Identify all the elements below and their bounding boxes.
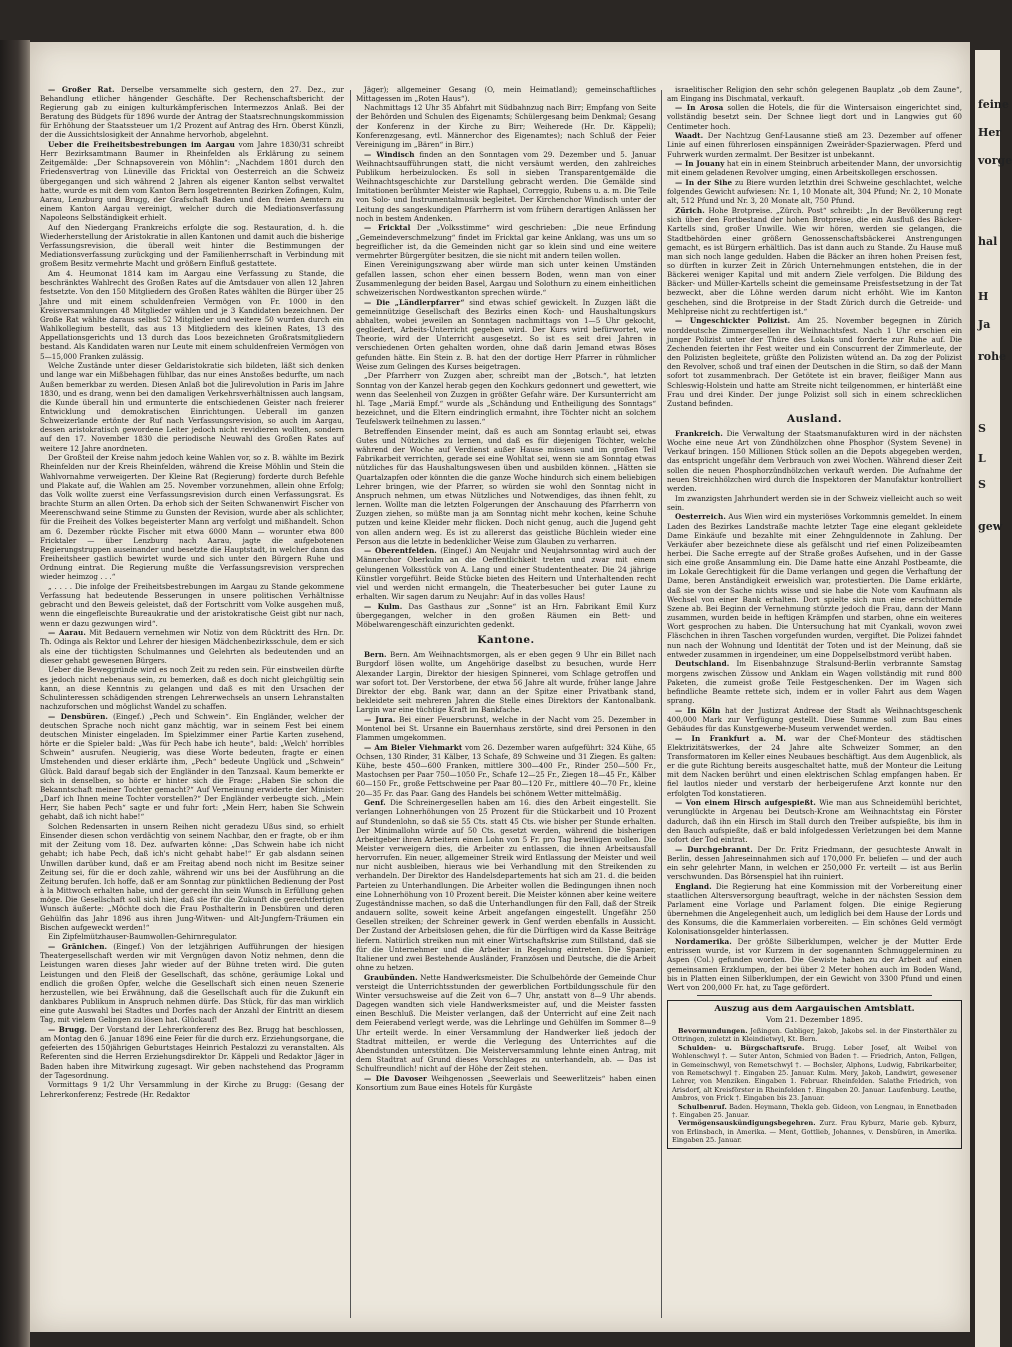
article-paragraph xyxy=(356,1074,656,1092)
article-heading: Waadt. xyxy=(675,131,704,141)
article-heading: — Die „Ländlerpfarrer“ xyxy=(364,297,465,307)
article-paragraph xyxy=(356,371,656,426)
column-2 xyxy=(356,84,656,1324)
amtsblatt-entry xyxy=(672,1119,957,1144)
article-heading: Genf. xyxy=(364,798,386,808)
article-heading: — Aarau. xyxy=(48,628,86,638)
article-heading: — Gränichen. xyxy=(48,942,108,952)
article-paragraph xyxy=(40,453,344,581)
article-text: Auf den Niedergang Frankreichs erfolgte die sog. Restauration, d. h. die Wiederherstellung der Aristokratie in allen Kantonen und damit auch die bisherige Verfassungsrevision, die überall weit hinter die Bestimmungen der Mediationsverfassung zurückging und der Familienherrschaft in Verbindung mit großem Besitz vermehrte Macht und größern Einfluß gestattete. xyxy=(40,222,344,269)
article-paragraph xyxy=(356,798,656,972)
article-text: (Eingef.) Am Neujahr und Neujahrsonntag wird auch der Männerchor Oberkulm an die Oeffentlichkeit treten und zwar mit einem gelungenen Volksstück von A. Lang und einer Studententheater. Die 24 jährige Künstler vorgeführt. Beide Stücke bieten des Heitern und Unterhaltenden recht viel und werden nicht ermangeln, die Theaterbesucher bei guter Laune zu erhalten. Wir sagen darum zu Neujahr: Auf in das volles Haus! xyxy=(356,546,656,602)
article-text: hat ein in einem Steinbruch arbeitender Mann, der unvorsichtig mit einem geladenen Revolver umging, einen Arbeitskollegen erschossen. xyxy=(667,159,962,178)
article-paragraph xyxy=(667,882,962,937)
article-paragraph xyxy=(40,85,344,140)
article-heading: — Durchgebrannt. xyxy=(675,844,753,854)
article-heading: Graubünden. xyxy=(364,972,418,982)
article-text: finden an den Sonntagen vom 29. Dezember und 5. Januar Weihnachtsaufführungen statt, die nicht versäumt werden, den zahlreiches Publikum herbeizulocken. Es soll in sieben Transparentgemälde die Weihnachtsgeschichte zur Darstellung gebracht werden. Die Gemälde sind Imitationen berühmter Meister wie Raphael, Correggio, Rubens u. a. m. Die Teile von Solo- und Instrumentalmusik begleitet. Der Kirchenchor Windisch unter der Leitung des sangeskundigen Pfarrherrn ist vom frühern derartigen Anlässen her noch in bestem Andenken. xyxy=(356,149,656,223)
article-text: Ein Zipfelmützhauser-Baumwollen-Gehirnregulator. xyxy=(48,932,238,942)
article-paragraph xyxy=(356,260,656,297)
article-paragraph xyxy=(356,427,656,546)
article-heading: — Brugg. xyxy=(48,1024,88,1034)
adjacent-page-fragment: hal xyxy=(978,235,998,248)
article-text: Der Vorstand der Lehrerkonferenz des Bez. Brugg hat beschlossen, am Montag den 6. Januar 1896 eine Feier für die durch erz. Erziehungsorgane, die gefeierten des 150jährigen Geburtstages Heinrich Pestalozzi zu veranstalten. Als Referenten sind die Herren Erziehungsdirektor Dr. Käppeli und Redaktor Jäger in Baden haben ihre Mitwirkung zugesagt. Wir geben nachstehend das Programm der Tagesordnung. xyxy=(40,1024,344,1080)
article-paragraph xyxy=(667,798,962,844)
article-heading: — Ungeschickter Polizist. xyxy=(675,316,791,326)
article-heading: — In Köln xyxy=(675,705,721,715)
article-paragraph xyxy=(667,494,962,512)
adjacent-page-edge xyxy=(975,50,1012,1347)
amtsblatt-entry xyxy=(672,1027,957,1044)
article-paragraph xyxy=(40,822,344,932)
article-text: hat der Justizrat Andreae der Stadt als Weihnachtsgeschenk 400,000 Mark zur Verfügung gestellt. Diese Summe soll zum Bau eines Gebäudes für das Kunstgewerbe-Museum verwendet werden. xyxy=(667,705,962,733)
article-paragraph xyxy=(40,223,344,269)
column-rule xyxy=(661,90,662,1318)
article-text: (Eingef.) „Pech und Schwein“. Ein Engländer, welcher der deutschen Sprache noch nicht ganz mächtig, war in seinem Fest bei einem deutschen Minister eingeladen. Im Spielzimmer einer Partie Karten zusehend, hörte er die Spieler bald: „Was für Pech habe ich heute“, bald: „Welch' horribles Schwein“ ausrufen. Neugierig, was diese Worte bedeuten, fragte er einen Umstehenden und dieser erklärte ihm, „Pech“ bedeute Unglück und „Schwein“ Glück. Bald darauf begab sich der Engländer in den Tanzsaal. Kaum bemerkte er sich in denselben, so hörte er hinter sich die Frage: „Haben Sie schon die Bekanntschaft meiner Tochter gemacht?“ Auf Verneinung erwiderte der Minister: „Darf ich Ihnen meine Tochter vorstellen?“ Der Engländer verbeugte sich. „Mein Herr, Sie haben Pech“ sagte er und fuhr fort: „Mein Herr, haben Sie Schwein gehabt, daß ich nicht habe!“ xyxy=(40,711,344,822)
article-paragraph xyxy=(356,973,656,1074)
article-text: Im zwanzigsten Jahrhundert werden sie in der Schweiz vielleicht auch so weit sein. xyxy=(667,493,962,512)
article-text: Am 25. November begegnen in Zürich norddeutsche Zimmergesellen ihr Weihnachtsfest. Nach 1 Uhr erschien ein junger Polizist unter der Thüre des Lokals und forderte zur Ruhe auf. Die Zechenden feierten ihr Fest weiter und ein Conscurrent der Zimmerleute, der den Polizisten begleitete, grüßte den Polizisten wütend an. Da zog der Polizist den Revolver, schoß und traf einen der Deutschen in die Stirn, so daß der Mann sofort tot zusammenbrach. Der Getötete ist ein braver, fleißiger Mann aus Schleswig-Holstein und hatte am Streite nicht teilgenommen, er hinterläßt eine Frau und drei Kinder. Der junge Polizist soll sich in einem schrecklichen Zustand befinden. xyxy=(667,316,962,408)
amtsblatt-entry-heading: Schulden- u. Bürgschaftsrufe. xyxy=(678,1043,805,1052)
amtsblatt-entry xyxy=(672,1044,957,1103)
article-text: Hohe Brotpreise. „Zürch. Post“ schreibt: „In der Bevölkerung regt sich über den Fortbestand der hohen Brotpreise, die ein Ausfluß des Bäcker-Kartells sind, großer Unwille. Wie wir hören, werden sie gelangen, die Stadtbehörden einer größern Genossenschaftsbäckerei Anstrengungen gemacht, es ist Bürgern erhältlich. Das ist dann auch zu Stande. Zu Hause muß man sich noch lange gedulden. Haben die Bäcker an ihren hohen Preisen fest, so dürften in kurzer Zeit in Zürich Unternehmungen entstehen, die in der Bäckerei weniger Kapital und mit andern Ziele verfolgen. Die Bildung des Bäcker- und Müller-Kartells scheint die gemeinsame Preisfestsetzung in der Tat bezweckt, aber die Löhne werden darum nicht erhöht. Wie im Kanton geschehen, sind die Brotpreise in der Stadt Zürich durch die Getreide- und Mehlpreise nicht zu rechtfertigen ist.“ xyxy=(667,206,962,316)
article-text: Vormittags 9 1/2 Uhr Versammlung in der Kirche zu Brugg: (Gesang der Lehrerkonferenz; Festrede (Hr. Redaktor xyxy=(40,1080,344,1099)
amtsblatt-entry-text: Brugg. Leber Josef, alt Weibel von Wohlenschwyl †. — Suter Anton, Schmied von Baden †. — Friedrich, Anton, Fellgen, in Gemeinschwyl, von Remetschwyl †. — Bochsler, Alphons, Ludwig, Fabrikarbeiter, von Remetschwyl †. Eingaben 25. Januar. Kulm. Mery, Jakob, Landwirt, gewesener Lehrer, von Menziken. Eingaben 1. Februar. Rheinfelden. Salathe Friedrich, von Arisdorf, alt Kreisförster in Rheinfelden †. Eingaben 20. Januar. Laufenburg. Leuthe, Ambros, von Frick †. Eingaben bis 23. Januar. xyxy=(672,1043,957,1103)
article-text: vom Jahre 1830/31 schreibt Herr Bezirksamtmann Baumer in Rheinfelden als Erklärung zu seinem Zeitgemälde: „Der Schnapsoverein von Möhlin“: „Nachdem 1801 durch den Friedensvertrag von Lüneville das Fricktal von Oesterreich an die Schweiz übergegangen und sich während 2 Jahren als eigener Kanton selbst verwaltet hatte, wurde es mit dem vom Kanton Bern losgetrennten Bezirken Zofingen, Kulm, Aarau, Lenzburg und Brugg, der Grafschaft Baden und den freien Aemtern zu einem Kanton Aargau vereinigt, welcher durch die Mediationsverfassung Napoleons Selbständigkeit erhielt. xyxy=(40,139,344,223)
amtsblatt-entry-text: Baden. Heymann, Thekla geb. Gideon, von Lengnau, in Ennetbaden †. Eingaben 25. Januar. xyxy=(672,1102,957,1120)
article-text: Der Dr. Fritz Friedmann, der gesuchteste Anwalt in Berlin, dessen Jahreseinnahmen sich auf 170,000 Fr. beliefen — und der auch ein sehr gelehrter Mann, in welchen er 250,000 Fr. verteilt — ist aus Berlin verschwunden. Das Börsenspiel hat ihn ruiniert. xyxy=(667,844,962,881)
amtsblatt-entry-heading: Schulbenruf. xyxy=(678,1102,727,1111)
article-text: Nachmittags 12 Uhr 35 Abfahrt mit Südbahnzug nach Birr; Empfang von Seite der Behörden und Schulen des Eigenamts; Schülergesang beim Denkmal; Gesang der Konferenz in der Kirche zu Birr; Weiherede (Hr. Dr. Käppeli); Konferenzgesang, evtl. Männerchor des Eigenamtes); nach Schluß der Feier Vereinigung im „Bären“ in Birr.) xyxy=(356,103,656,149)
article-heading: — Großer Rat. xyxy=(48,84,115,94)
article-paragraph xyxy=(356,743,656,798)
article-paragraph xyxy=(356,546,656,601)
article-text: Betreffenden Einsender meint, daß es auch am Sonntag erlaubt sei, etwas Gutes und Nützliches zu lernen, und daß es für diejenigen Töchter, welche während der Woche auf Verdienst außer Hause müssen und im großen Teil Fabrikarbeit verrichten, gerade sei eine Wohltat sei, wenn sie am Sonntag etwas nützliches für das Haushaltungswesen üben und ausbilden können. „Hätten sie Quartalzapfen oder könnten die die ganze Woche hindurch sich einem beliebigen Lehrer bringen, wie der Pfarrer, so würden sie wohl den Sonntag nicht in Anspruch nehmen, um etwas Nützliches und Notwendiges, das ihnen fehlt, zu lernen. Wollte man die letzten Folgerungen der Anschauung des Pfarrherrn von Zuzgen ziehen, so müßte man ja am Sonntag nicht mehr kochen, keine Schuhe putzen und keine Kleider mehr flicken. Doch nicht genug, auch die Jugend geht von allen andern weg. Es ist zu allererst das geistliche Büchlein wieder eine Person aus die letzte in bedenklicher Weise zum Glauben zu verharren. xyxy=(356,426,656,546)
book-binding xyxy=(0,40,30,1347)
article-text: Derselbe versammelte sich gestern, den 27. Dez., zur Behandlung etlicher hängender Geschäfte. Der Rechenschaftsbericht der Regierung gab zu einigen kulturkämpferischen Intermezzos Anlaß. Bei der Beratung des Büdgets für 1896 wurde der Antrag der Staatsrechnungskommission für Erhöhung der Staatssteuer um 1/2 Prozent auf Antrag des Hrn. Oberst Künzli, der die Aussichtslosigkeit der Annahme hervorhob, abgelehnt. xyxy=(40,84,344,140)
article-text: Aus Wien wird ein mysteriöses Vorkommnis gemeldet. In einem Laden des Bezirkes Landstraße machte letzter Tage eine elegant gekleidete Dame Einkäufe und bezahlte mit einer Zehnguldennote in Zahlung. Der Verkäufer aber bezeichnete diese als gefälscht und rief einen Polizeibeamten herbei. Die Sache erregte auf der Straße großes Aufsehen, und in der Gasse sich eine große Ansammlung ein. Die Dame hatte eine Anzahl Postbeamte, die im Lokale Gerechtigkeit für die Dame verlangen und gegen die Verhaftung der Dame, beren Anständigkeit erweislich war, protestierten. Die Dame erklärte, daß sie von der Sache nichts wisse und sie habe die Note vom Kaufmann als Wechsel von einer Bank erhalten. Dort spielte sich nun eine erschütternde Szene ab. Bei Beginn der Vernehmung stürzte jedoch die Frau, dann der Mann zusammen, wurden beide in heftigen Krämpfen und starben, ohne ein weiteres Wort gesprochen zu haben. Die Untersuchung hat mit Cyankali, wovon zwei Fläschchen in ihren Taschen vorgefunden wurden, vergiftet. Die Polizei fahndet nun nach der Wohnung und Identität der Toten und ist der Meinung, daß sie entweder zusammen in irgendeiner, um eine Doppelselbstmord verübt haben. xyxy=(667,512,962,659)
article-heading: — Von einem Hirsch aufgespießt. xyxy=(675,798,817,808)
article-heading: — Am Bieler Viehmarkt xyxy=(364,742,463,752)
article-heading: — Jura. xyxy=(364,714,396,724)
column-rule xyxy=(350,90,351,1318)
adjacent-page-fragment: H xyxy=(978,290,989,303)
adjacent-page-fragment: rohe xyxy=(978,350,1007,363)
article-heading: — Fricktal xyxy=(364,223,411,233)
article-paragraph xyxy=(667,206,962,316)
article-text: war der Chef-Monteur des städtischen Elektrizitätswerkes, der 24 Jahre alte Schweizer Sommer, an den Transformatoren im Keller eines Neubaues beschäftigt. Aus dem Augenblick, als er die gute Richtung bereits ausgeschaltet hatte, muß der Monteur die Leitung mit dem Nacken berührt und einen elektrischen Schlag empfangen haben. Er fiel lautlos nieder und verstarb der herbeigerufene Arzt konnte nur den erfolgten Tod konstatieren. xyxy=(667,733,962,798)
article-paragraph xyxy=(356,715,656,742)
article-heading: Oesterreich. xyxy=(675,512,726,522)
article-paragraph xyxy=(40,942,344,1024)
article-text: Solchen Redensarten in unsern Reihen nicht geradezu Ußus sind, so erhielt Einsender diesen schon verdächtig von seinem Nachbar, den er fragte, ob er ihm mit der Zeitung vom 18. Dez. aufwarten könne: „Das Schwein habe ich nicht gehabt; ich habe Pech, daß ich's nicht gehabt habe!“ Er gab alsdann seinen Unwillen darüber kund, daß er am Freitag abend noch nicht im Besitze seiner Zeitung sei, für die er doch zahle, während wir uns bei der Ausführung an die Zeitung berufen. Ich hoffe, daß er am Sonntag zur pünktlichen Bedienung der Post à la Mittwoch erhalten habe, und der gerecht ihn sein Wunsch in Erfüllung gehen möge. Die Gesellschaft soll sich hier, daß sie für die Zukunft die gerechtfertigten Wunsch äußerte: „Möchte doch die Frau Posthalterin in Densbüren und deren Gehülfin das Jahr 1896 aus ihren Jung-Witwen- und Alt-Jungfern-Träumen ein Bischen aufgeweckt werden!“ xyxy=(40,822,344,932)
article-heading: — Kulm. xyxy=(364,601,403,611)
article-paragraph xyxy=(40,628,344,665)
article-text: Das Gasthaus zur „Sonne“ ist an Hrn. Fabrikant Emil Kurz übergegangen, welcher in den großen Räumen ein Bett- und Möbelwarengeschäft einzurichten gedenkt. xyxy=(356,601,656,630)
article-text: „Der Pfarrherr von Zuzgen aber, schreibt man der „Botsch.“, hat letzten Sonntag von der Kanzel herab gegen den Kochkurs gedonnert und gewettert, wie wenn das Seelenheil von Zuzgen in größter Gefahr wäre. Der Kursunterricht am hl. Tage „Mariä Empf.“ wurde als „Schändung und Entheiligung des Sonntags“ bezeichnet, und die Eltern eindringlich ermahnt, ihre Töchter nicht an solchem Teufelswerk teilnehmen zu lassen.“ xyxy=(356,371,656,427)
article-paragraph xyxy=(667,659,962,705)
article-paragraph xyxy=(40,582,344,628)
article-text: Weihgenossen „Seewerlais und Seewerlitzeis“ haben einen Konsortium zum Baue eines Hotels für Kurgäste xyxy=(356,1073,656,1093)
article-paragraph xyxy=(667,512,962,659)
amtsblatt-date: Vom 21. Dezember 1895. xyxy=(766,1015,863,1024)
article-paragraph xyxy=(40,665,344,711)
article-heading: England. xyxy=(675,881,712,891)
article-text: Der größte Silberklumpen, welcher je der Mutter Erde entrissen wurde, ist vor Kurzem in der sogenannten Schmuggelerminen zu Aspen (Col.) gefunden worden. Die Gewiste haben zu der Arbeit auf einen gemeinsamen Erzklumpen, der bei über 2 Meter hohen auch im Boden Wand, bis in Platten einen Silberklumpen, der ein Gewicht von 3300 Pfund und einen Wert von 200,000 Fr. hat, zu Tage gefördert. xyxy=(667,937,962,992)
article-text: Mit Bedauern vernehmen wir Notiz von dem Rücktritt des Hrn. Dr. Th. Odinga als Rektor und Lehrer der hiesigen Mädchenbezirksschule, dem er sich als eine der tüchtigsten Schulmannes und Gelehrten als bedeutenden und an dieser gehabt gewesenen Bürgers. xyxy=(40,628,344,665)
article-paragraph xyxy=(667,103,962,130)
article-paragraph xyxy=(356,298,656,371)
article-heading: — In der Sihe xyxy=(675,178,733,188)
article-paragraph xyxy=(667,316,962,408)
article-paragraph xyxy=(667,845,962,882)
article-text: Ueber die Beweggründe wird es noch Zeit zu reden sein. Für einstweilen dürfte es jedoch nicht nebenaus sein, zu bemerken, daß es doch nicht gleichgültig sein kann, an diese Kenntnis zu gelangen und daß es mit den Ursachen der Schulinteressen schädigenden strengen Lehrerwechsels an unsern Lehranstalten nachzuforschen und möglichst Wandel zu schaffen. xyxy=(40,665,344,711)
article-paragraph xyxy=(667,131,962,158)
article-paragraph xyxy=(667,937,962,992)
adjacent-page-fragment: vorge xyxy=(978,154,1012,167)
amtsblatt-entry-text: Zurz. Frau Kyburz, Marie geb. Kyburz, von Erlinsbach, in Amerika. — Ment, Gottlieb, Johannes, v. Densbüren, in Amerika. Eingaben 25. Januar. xyxy=(672,1119,957,1145)
article-paragraph xyxy=(40,1025,344,1080)
adjacent-page-fragment: Her xyxy=(978,126,1002,139)
article-paragraph xyxy=(40,712,344,822)
article-paragraph xyxy=(667,178,962,205)
article-heading: — In Frankfurt a. M. xyxy=(675,733,787,743)
adjacent-page-fragment: L xyxy=(978,452,986,465)
article-heading: — Die Davoser xyxy=(364,1073,427,1083)
divider xyxy=(697,995,932,996)
article-heading: Nordamerika. xyxy=(675,937,732,947)
column-1 xyxy=(40,84,344,1324)
article-text: Bei einer Feuersbrunst, welche in der Nacht vom 25. Dezember in Montenol bei St. Ursanne ein Bauernhaus zerstörte, sind drei Personen in den Flammen umgekommen. xyxy=(356,714,656,743)
adjacent-page-fragment: S xyxy=(978,478,986,491)
article-heading: Frankreich. xyxy=(675,428,723,438)
article-paragraph xyxy=(667,159,962,177)
column-3 xyxy=(667,84,962,1324)
article-paragraph xyxy=(40,269,344,361)
article-heading: — Windisch xyxy=(364,149,415,159)
amtsblatt-entry-heading: Bevormundungen. xyxy=(678,1027,748,1035)
article-text: Die Verwaltung der Staatsmanufakturen wird in der nächsten Woche eine neue Art von Zündhölzchen ohne Phosphor (System Sevene) in Verkauf bringen. 150 Millionen Stück sollen an die Depots abgegeben werden, das entspricht ungefähr dem Verbrauch von zwei Wochen. Während dieser Zeit sollen die neuen Phosphorzündhölzchen verkauft werden. Die Aufnahme der neuen Streichhölzchen wird durch die Inspektoren der Manufaktur kontrolliert werden. xyxy=(667,428,962,493)
article-paragraph xyxy=(356,85,656,103)
article-paragraph xyxy=(356,103,656,149)
newspaper-page xyxy=(30,42,970,1332)
amtsblatt-entry-heading: Vermögensauskündigungsbegehren. xyxy=(678,1119,816,1128)
adjacent-page-fragment: Ja xyxy=(978,318,991,331)
article-paragraph xyxy=(667,706,962,733)
amtsblatt-title: Auszug aus dem Aargauischen Amtsblatt. xyxy=(714,1004,915,1014)
article-paragraph xyxy=(356,150,656,223)
article-text: zu Biere wurden letzthin drei Schweine geschlachtet, welche folgendes Gewicht aufwiesen: Nr. 1, 10 Monate alt, 304 Pfund; Nr. 2, 10 Monate alt, 512 Pfund und Nr. 3, 20 Monate alt, 750 Pfund. xyxy=(667,178,962,206)
article-text: Einen Vereinigungszwang aber würde man sich unter keinen Umständen gefallen lassen, schon eher einen bessern Boden, wenn man von einer Zusammenlegung der beiden Basel, Aargau und Solothurn zu einem einheitlichen schweizerischen Nordwestkanton sprechen würde.“ xyxy=(356,260,656,297)
article-paragraph xyxy=(356,223,656,260)
section-heading: Kantone. xyxy=(477,634,535,647)
article-text: Welche Zustände unter dieser Geldaristokratie sich bildeten, läßt sich denken und lange war ein Mißbehagen fühlbar, das nur eines Anstoßes bedurfte, um nach Außen bemerkbar zu werden. Diesen Anlaß bot die Julirevolution in Paris im Jahre 1830, und es drang, wenn bei den damaligen Verkehrsverhältnissen auch langsam, die Kunde überall hin und ermunterte die entschiedenen Geister nach freierer Entwicklung und demokratischen Einrichtungen. Ueberall im ganzen Schweizerlande ertönte der Ruf nach Verfassungsrevision, so auch im Aargau, dessen aristokratisch gewordene Leiter jedoch nicht revidieren wollten, sondern auf den 17. November 1830 die periodische Neuwahl des Großen Rates auf weitere 12 Jahre anordneten. xyxy=(40,361,344,453)
article-paragraph xyxy=(40,140,344,222)
article-text: Die Schreinergesellen haben am 16. dies den Arbeit eingestellt. Sie verlangen Lohnerhöhungen von 25 Prozent für die Stückarbeit und 10 Prozent auf Stundenlohn, so daß sie 55 Cts. statt 45 Cts. wie bisher per Stunde erhalten. Der Minimallohn würde auf 50 Cts. gesetzt werden, während die bisherigen Arbeitgeber ihren Arbeitern einen Lohn von 5 Fr. pro Tag bewilligen wollen. Die Meister verweigern dies, die Arbeiter zu entlassen, die ihnen Arbeitsausfall hervorrufen. Ein neuer, allgemeiner Streik wird Entlassung der Meister und weil nur nicht ausbleiben, hieraus wie bei Verhandlung mit den Streikenden zu verhandeln. Der Direktor des Handelsdepartements hat sich am 21. d. die beiden Parteien zu Unterhandlungen. Die Arbeiter wollen die Bedingungen ihnen noch eine Lohnerhöhung von 10 Prozent bereit. Die Meister können aber keine weitere Zugeständnisse machen, so daß die Unterhandlungen für den Fall, daß der Streik andauern sollte, soweit keine Arbeit angefangen eingestellt. Ungefähr 250 Gesellen streiken; der Schreiner gewerk in Genf werden ebenfalls in Aussicht. Der Zustand der Arbeitslosen gehen, die für die Dürftigen wird da Kasse Beiträge liefern. Natürlich streiken nun mit einer Wirtschaftskrise zum Stillstand, daß sie für die Unternehmer und die Arbeiter in Regelung eintreten. Die Spanier, Italiener und zwei Bestehende Ausländer, Französen und Deutsche, die die Arbeit ohne zu hetzen. xyxy=(356,798,656,973)
adjacent-page-fragment: feine xyxy=(978,98,1009,111)
article-heading: Deutschland. xyxy=(675,659,730,669)
section-heading: Ausland. xyxy=(786,412,843,425)
article-text: israelitischer Religion den sehr schön gelegenen Bauplatz „ob dem Zaune“, am Eingang ins Dischmatal, verkauft. xyxy=(667,84,962,103)
article-text: Bern. Am Weihnachtsmorgen, als er eben gegen 9 Uhr ein Billet nach Burgdorf lösen wollte, um Angehörige daselbst zu besuchen, wurde Herr Alexander Largin, Direktor der hiesigen Spinnerei, vom Schlage getroffen und war sofort tot. Der Verstorbene, der etwa 56 Jahre alt wurde, früher lange Jahre Direktor der ebg. Bank war, dann an der Spitze einer Privatbank stand, bekleidete seit mehreren Jahren die Stelle eines Direktors der Kantonalbank. Largin war eine tüchtige Kraft im Bankfache. xyxy=(356,650,656,715)
article-text: vom 26. Dezember waren aufgeführt: 324 Kühe, 65 Ochsen, 130 Rinder, 31 Kälber, 13 Schafe, 89 Schweine und 31 Ziegen. Es galten: Kühe, beste 450—600 Franken, mittlere 300—400 Fr., Rinder 250—500 Fr., Mastochsen per Paar 750—1050 Fr., Schafe 12—25 Fr., Ziegen 18—45 Fr., Kälber 60—150 Fr., große Fettschweine per Paar 80—120 Fr., mittlere 40—70 Fr., kleine 20—35 Fr. das Paar. Gang des Handels bei schönem Wetter mittelmäßig. xyxy=(356,742,656,798)
article-text: Im Eisenbahnzuge Stralsund-Berlin verbrannte Samstag morgens zwischen Züssow und Anklam ein Wagen vollständig mit rund 800 Paketen, die zumeist große Teile Festgeschenken. Der im Wagen sich befindliche Beamte rettete sich, indem er in voller Fahrt aus dem Wagen sprang. xyxy=(667,659,962,705)
article-text: Die Regierung hat eine Kommission mit der Vorbereitung einer staatlichen Altersversorgung beauftragt, welche in der nächsten Session dem Parlament eine Vorlage und Parlament folgen. Die einige Regierung übernehmen die Angelegenheit auch, um lediglich bei dem Hause der Lords und des Konsums, die die Kammerlaien vorbereiten. — Ein schönes Geld vermögt Kolonisationsgelder hinterlassen. xyxy=(667,881,962,937)
article-text: Der „Volksstimme“ wird geschrieben: „Die neue Erfindung „Gemeindeverschmelzung“ findet im Fricktal gar keine Anklang, was uns um so begreiflicher ist, da die Gemeinden nicht gar so klein sind und eine weitere vermehrter Bürgergüter besitzen, die sie nicht mit andern teilen wollen. xyxy=(356,223,656,260)
article-text: Nette Handwerksmeister. Die Schulbehörde der Gemeinde Chur versteigt die Unterrichtsstunden der gewerblichen Fortbildungsschule für den Winter versuchsweise auf die Zeit von 6—7 Uhr, anstatt von 8—9 Uhr abends. Dagegen wandten sich viele Handwerksmeister auf, und die Meister fassten einen Beschluß. Die Meister verlangen, daß der Unterricht auf eine Zeit nach dem Feierabend verlegt werde, was die Lehrlinge und Gehülfen im Sommer 8—9 Uhr erteilt werde. In einer Versammlung der Handwerker ließ jedoch der Stadtrat mitteilen, er werde die Verlegung des Unterrichtes auf die Abendstunden unterstützen. Die Meisterversammlung lehnte einen Antrag, mit dem Stadtrat auf Grund dieses Vorschlages zu unterhandeln, ab. — Das ist Schulfreundlich! nicht auf der Höhe der Zeit stehen. xyxy=(356,972,656,1074)
article-text: Jäger); allgemeiner Gesang (O, mein Heimatland); gemeinschaftliches Mittagessen im „Roten Haus“). xyxy=(356,84,656,103)
article-paragraph xyxy=(40,1080,344,1098)
amtsblatt-entry xyxy=(672,1103,957,1120)
article-text: Wie man aus Schneidemühl berichtet, verunglückte in Argenau bei Deutsch-Krone am Weihnachtstag ein Förster dadurch, daß ihn ein Hirsch im Stall durch den Treiber aufspießte, bis ihm in den Bauch aufspießte, daß er bald infolgedessen Verletzungen bei dem Manne sofort der Tod eintrat. xyxy=(667,798,962,844)
article-heading: Zürich. xyxy=(675,206,705,216)
article-text: Der Nachtzug Genf-Lausanne stieß am 23. Dezember auf offener Linie auf einen führerlosen einspännigen Zweiräder-Spazierwagen. Pferd und Fuhrwerk wurden zermalmt. Der Besitzer ist unbekannt. xyxy=(667,131,962,159)
article-text: sind etwas schief gewickelt. In Zuzgen läßt die gemeinnützige Gesellschaft des Bezirks einen Koch- und Haushaltungskurs abhalten, wobei jeweilen an Sonntagen nachmittags von 1—5 Uhr gekocht, gegliedert, Arbeits-Unterricht gegeben wird. Der Kurs wird befürwortet, wie Theorie, wird der Unterricht ausgesetzt. So ist es seit drei Jahren in verschiedenen Orten gehalten worden, ohne daß darin Jemand etwas Böses gefunden hätte. Ein Stein z. B. hat den der dortige Herr Pfarrer in rühmlicher Weise zum Gelingen des Kurses beigetragen. xyxy=(356,297,656,371)
article-text: Am 4. Heumonat 1814 kam im Aargau eine Verfassung zu Stande, die beschränktes Wahlrecht des Großen Rates auf die Amtsdauer von allen 12 Jahren festsetzte. Von den 150 Mitgliedern des Großen Rates wählten die Bürger über 25 Jahre und mit einem schuldenfreien Vermögen von Fr. 1000 in den Kreisversammlungen 48 Mitglieder wählen und je 3 Kandidaten bezeichnen. Der Große Rat wählte daraus selbst 52 Mitglieder und weitere 50 wurden durch ein Wahlkollegium bestellt, das aus 13 Mitgliedern des kleinen Rates, 13 des Appellationsgerichts und 13 durch das Loos bezeichneten Großratsmitgliedern bestand. Als Kandidaten waren nur Leute mit einem schuldenfreien Vermögen von 5—15,000 Franken zulässig. xyxy=(40,269,344,361)
amtsblatt-entry-text: Jeßingen. Gabliger, Jakob, Jakobs sel. in der Finsterthäler zu Ottringen, zuletzt in Kleindietwyl, Kt. Bern. xyxy=(672,1027,957,1044)
article-paragraph xyxy=(356,650,656,714)
article-heading: Bern. xyxy=(364,650,387,660)
article-heading: — Densbüren. xyxy=(48,711,108,721)
article-heading: Ueber die Freiheitsbestrebungen im Aargau xyxy=(48,139,235,149)
article-paragraph xyxy=(356,602,656,629)
article-text: sollen die Hotels, die für die Wintersaison eingerichtet sind, vollständig besetzt sein. Der Schnee liegt dort und in Langwies gut 60 Centimeter hoch. xyxy=(667,103,962,131)
article-text: (Eingef.) Von der letzjährigen Aufführungen der hiesigen Theatergesellschaft werden wir mit Vergnügen davon Notiz nehmen, denn die Leistungen waren dieses Jahr wieder auf der Bühne treten wird. Die guten Leistungen und den Fleiß der Gesellschaft, das schöne, geräumige Lokal und endlich die großen Opfer, welche die Gesellschaft sich einen neuen Szenerie herzustellen, wie bei Erwähnung, daß die Gesellschaft auch für die Zukunft ein dankbares Publikum in Anspruch nehmen dürfe. Das Stück, für das man wirklich eine gute Auswahl bei Stadtes und Dorfes nach der Anzahl der Eintritt an diesem Tag, mit vielem Gelingen zu lösen hat. Glückauf! xyxy=(40,942,344,1025)
article-paragraph xyxy=(40,932,344,941)
article-paragraph xyxy=(667,734,962,798)
article-paragraph xyxy=(40,361,344,453)
article-heading: — In Arosa xyxy=(675,103,724,113)
article-paragraph xyxy=(667,85,962,103)
article-text: „ . . . . Die infolge der Freiheitsbestrebungen im Aargau zu Stande gekommene Verfassung hat bedeutende Besserungen in unsere politischen Verhältnisse gebracht und den Beweis geleistet, daß der Fortschritt vom Volke ausgehen muß, wenn die eingefleischte Bureaukratie und der aristokratische Geist gibt nur nach, wenn er dazu gezwungen wird“. xyxy=(40,581,344,628)
adjacent-page-fragment: gew xyxy=(978,520,1003,533)
article-heading: — Oberentfelden. xyxy=(364,546,437,556)
article-paragraph xyxy=(667,429,962,493)
amtsblatt-box xyxy=(667,1000,962,1149)
article-text: Der Großteil der Kreise nahm jedoch keine Wahlen vor, so z. B. wählte im Bezirk Rheinfelden nur der Kreis Rheinfelden, während die Kreise Möhlin und Stein die Wahlvornahme verweigerten. Der Kleine Rat (Regierung) forderte durch Befehle und Plakate auf, die Wahlen am 25. November vorzunehmen, allein ohne Erfolg; das Volk wollte zuerst eine Verfassungsrevision durch einen Verfassungsrat. Es brachte Sturm an allen Orten. Da erhob sich der Seiten Schwanenwirt Fischer von Meerenschwand seine Stimme zu Gunsten der Revision, wurde aber als schlichter, für die Freiheit des Volkes begeisterter Mann arg verfolgt und mißhandelt. Schon am 6. Dezember rückte Fischer mit etwa 6000 Mann — worunter etwa 800 Fricktaler — über Lenzburg nach Aarau, jagte die aufgebotenen Regierungstruppen auseinander und besetzte die Hauptstadt, in welcher dann das Freiheitsheer gastlich bewirtet wurde und sich unter den Bürgern Ruhe und Ordnung eintrat. Die Regierung mußte die Verfassungsrevision versprechen wieder heimzog . . .“ xyxy=(40,453,344,582)
adjacent-page-fragment: S xyxy=(978,422,986,435)
article-heading: — In Jouany xyxy=(675,159,725,169)
